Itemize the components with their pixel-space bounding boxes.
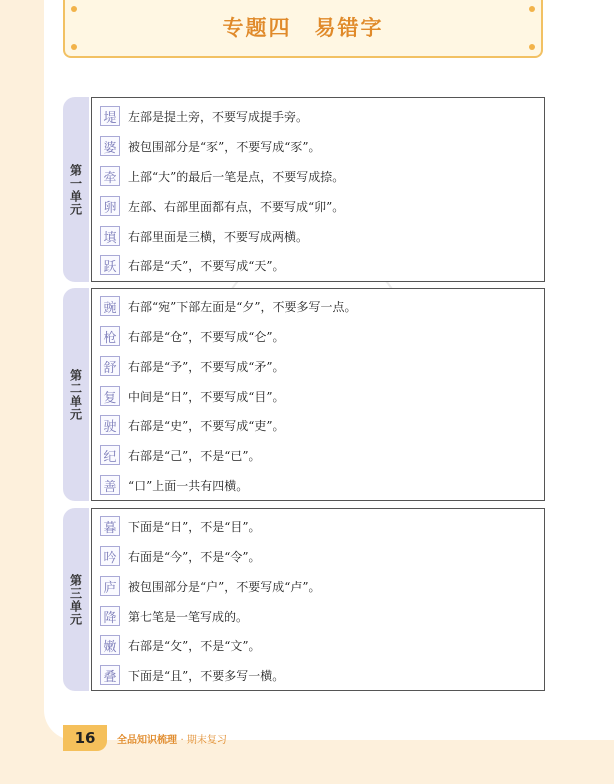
footer-brand: 全品知识梳理	[117, 735, 177, 746]
list-item	[100, 253, 285, 277]
list-item	[100, 663, 284, 687]
char-note: 下面是“日”，不是“目”。	[128, 519, 261, 534]
char-box: 庐	[100, 576, 120, 596]
char-note: 右面是“今”，不是“令”。	[128, 549, 261, 564]
char-note: 右部“宛”下部左面是“夕”，不要多写一点。	[128, 299, 357, 314]
char-box: 降	[100, 606, 120, 626]
list-item	[100, 104, 308, 128]
char-note: 第七笔是一笔写成的。	[128, 609, 249, 624]
char-note: 右部是“攵”，不是“文”。	[128, 638, 261, 653]
unit-box-1	[91, 97, 545, 282]
char-box: 纪	[100, 445, 120, 465]
char-box: 豌	[100, 296, 120, 316]
char-note: “口”上面一共有四横。	[128, 478, 249, 493]
list-item	[100, 574, 321, 598]
unit-box-3	[91, 508, 545, 691]
unit-tab-1	[63, 97, 89, 282]
char-note: 右部是“予”，不要写成“矛”。	[128, 359, 285, 374]
list-item	[100, 354, 285, 378]
list-item	[100, 443, 261, 467]
list-item	[100, 164, 344, 188]
unit-tab-2	[63, 288, 89, 501]
unit-tab-3	[63, 508, 89, 691]
char-box: 婆	[100, 136, 120, 156]
list-item	[100, 473, 248, 497]
char-box: 枪	[100, 326, 120, 346]
char-note: 被包围部分是“户”，不要写成“卢”。	[128, 579, 321, 594]
list-item	[100, 324, 285, 348]
list-item	[100, 194, 344, 218]
unit-label: 第三单元	[68, 573, 83, 626]
char-box: 叠	[100, 665, 120, 685]
page-number: 16	[63, 725, 107, 751]
char-note: 右部是“己”，不是“已”。	[128, 448, 261, 463]
char-note: 被包围部分是“豕”，不要写成“豕”。	[128, 139, 321, 154]
char-note: 右部是“史”，不要写成“吏”。	[128, 418, 285, 433]
char-box: 嫩	[100, 635, 120, 655]
corner-dot-icon	[71, 44, 77, 50]
list-item	[100, 224, 308, 248]
char-note: 上部“大”的最后一笔是点，不要写成捺。	[128, 169, 345, 184]
char-note: 下面是“且”，不要多写一横。	[128, 668, 285, 683]
char-note: 右部是“仓”，不要写成“仑”。	[128, 329, 285, 344]
list-item	[100, 604, 248, 628]
footer-caption	[117, 731, 227, 746]
char-box: 复	[100, 386, 120, 406]
char-box: 吟	[100, 546, 120, 566]
corner-dot-icon	[529, 44, 535, 50]
char-box: 堤	[100, 106, 120, 126]
list-item	[100, 514, 261, 538]
char-box: 跃	[100, 255, 120, 275]
list-item	[100, 413, 285, 437]
page-title: 专题四 易错字	[222, 16, 384, 40]
unit-label: 第二单元	[68, 368, 83, 421]
title-banner	[63, 0, 543, 58]
char-note: 右部是“夭”，不要写成“天”。	[128, 258, 285, 273]
list-item	[100, 134, 321, 158]
list-item	[100, 633, 261, 657]
char-note: 左部是提土旁，不要写成提手旁。	[128, 109, 309, 124]
char-note: 左部、右部里面都有点，不要写成“卯”。	[128, 199, 345, 214]
char-note: 中间是“日”，不要写成“目”。	[128, 389, 285, 404]
char-box: 暮	[100, 516, 120, 536]
list-item	[100, 384, 285, 408]
char-box: 牵	[100, 166, 120, 186]
list-item	[100, 294, 357, 318]
unit-label: 第一单元	[68, 163, 83, 216]
char-box: 善	[100, 475, 120, 495]
char-note: 右部里面是三横，不要写成两横。	[128, 229, 309, 244]
char-box: 舒	[100, 356, 120, 376]
unit-box-2	[91, 288, 545, 501]
char-box: 驶	[100, 415, 120, 435]
list-item	[100, 544, 261, 568]
footer-section: · 期末复习	[180, 735, 227, 746]
char-box: 填	[100, 226, 120, 246]
char-box: 卵	[100, 196, 120, 216]
